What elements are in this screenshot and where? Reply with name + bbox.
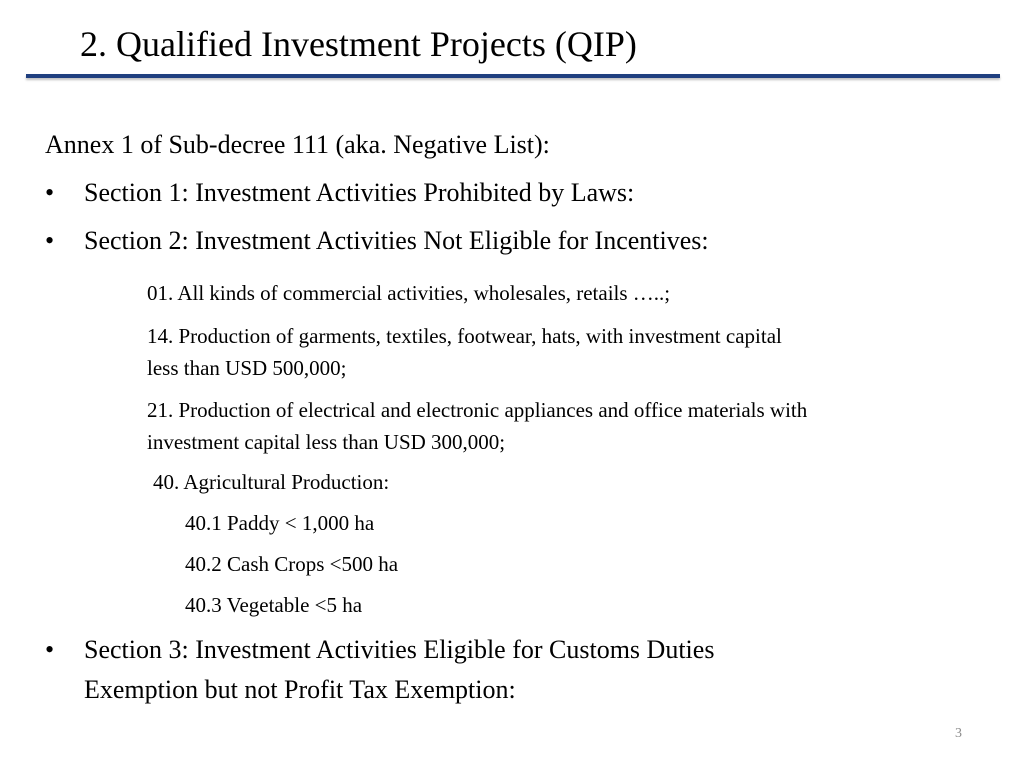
- section-1-text: Section 1: Investment Activities Prohibited by Laws:: [84, 178, 635, 207]
- item-14-line-2: less than USD 500,000;: [147, 356, 347, 380]
- intro-text: Annex 1 of Sub-decree 111 (aka. Negative List):: [45, 130, 550, 159]
- item-40-1: 40.1 Paddy < 1,000 ha: [185, 511, 375, 535]
- item-21-line-1: 21. Production of electrical and electronic appliances and office materials with: [147, 398, 808, 422]
- bullet-section-3: •: [45, 635, 55, 664]
- item-40: 40. Agricultural Production:: [153, 470, 390, 494]
- section-3-line-2: Exemption but not Profit Tax Exemption:: [84, 675, 516, 704]
- page-number: 3: [955, 726, 962, 741]
- bullet-section-2: •: [45, 226, 55, 255]
- item-01: 01. All kinds of commercial activities, wholesales, retails …..;: [147, 281, 671, 305]
- section-3-line-1: Section 3: Investment Activities Eligible for Customs Duties: [84, 635, 715, 664]
- item-14-line-1: 14. Production of garments, textiles, footwear, hats, with investment capital: [147, 324, 782, 348]
- bullet-section-1: •: [45, 178, 55, 207]
- slide-title: 2. Qualified Investment Projects (QIP): [80, 24, 637, 64]
- item-40-3: 40.3 Vegetable <5 ha: [185, 593, 363, 617]
- item-21-line-2: investment capital less than USD 300,000;: [147, 430, 506, 454]
- section-2-text: Section 2: Investment Activities Not Eligible for Incentives:: [84, 226, 709, 255]
- title-divider: [26, 74, 1000, 78]
- item-40-2: 40.2 Cash Crops <500 ha: [185, 552, 399, 576]
